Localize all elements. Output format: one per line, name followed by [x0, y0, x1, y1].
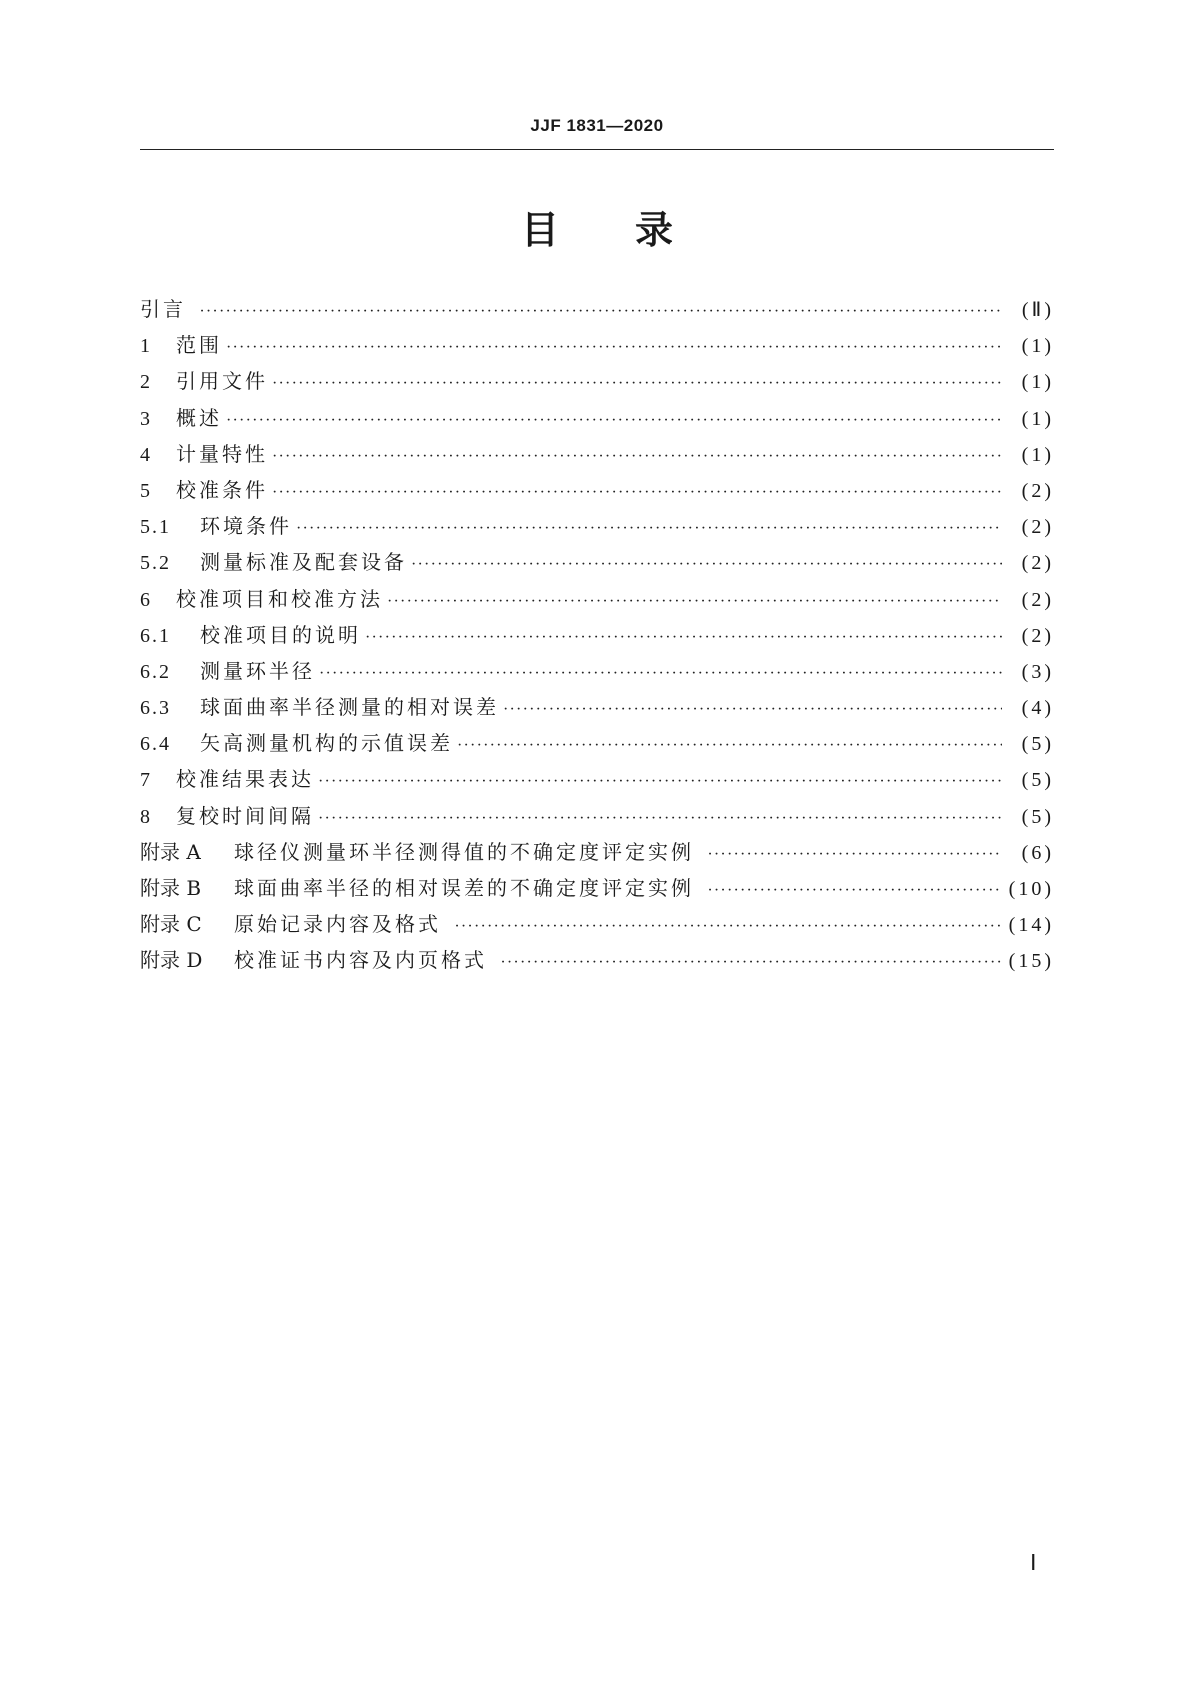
toc-label: [140, 761, 314, 798]
toc-num: 8: [140, 805, 152, 828]
toc-label: [140, 291, 195, 327]
toc-entry-8[interactable]: [140, 798, 1054, 834]
toc-page: (4): [1021, 697, 1054, 720]
toc-leader: [199, 294, 1002, 330]
toc-num: 5.1: [140, 516, 171, 539]
toc-leader: [457, 728, 1002, 764]
toc-page: (5): [1021, 805, 1054, 828]
toc-leader: [226, 403, 1002, 439]
toc-text: 校准证书内容及内页格式: [234, 948, 497, 973]
toc-page: (1): [1021, 371, 1054, 394]
toc-entry-6-2[interactable]: [140, 653, 1054, 689]
toc-leader: [707, 873, 1002, 909]
toc-text: 计量特性: [176, 441, 268, 466]
toc-entry-appendix-d[interactable]: [140, 942, 1054, 978]
toc-page: (15): [1008, 950, 1054, 973]
toc-num: 6.4: [140, 733, 171, 756]
toc-text: 球面曲率半径测量的相对误差: [200, 695, 499, 720]
toc-label: [140, 798, 314, 835]
toc-leader: [500, 945, 1002, 981]
toc-page: (1): [1021, 443, 1054, 466]
toc-text: 校准项目的说明: [200, 622, 361, 647]
toc-num: 6.3: [140, 697, 171, 720]
toc-leader: [226, 330, 1002, 366]
toc-label: [140, 508, 292, 545]
toc-leader: [296, 511, 1002, 547]
toc-entry-appendix-c[interactable]: [140, 906, 1054, 942]
toc-label: [140, 617, 361, 654]
toc-page: (2): [1021, 588, 1054, 611]
toc-page: (2): [1021, 516, 1054, 539]
toc-entry-7[interactable]: [140, 761, 1054, 797]
toc-label: [140, 400, 222, 437]
toc-page: (1): [1021, 335, 1054, 358]
toc-label: [140, 725, 453, 762]
toc-page: (2): [1021, 479, 1054, 502]
toc-entry-4[interactable]: [140, 436, 1054, 472]
toc-leader: [365, 620, 1002, 656]
toc-leader: [318, 801, 1002, 837]
toc-entry-5-2[interactable]: [140, 544, 1054, 580]
page-title: 目 录: [520, 208, 673, 252]
toc-entry-6[interactable]: [140, 581, 1054, 617]
toc-page: (1): [1021, 407, 1054, 430]
toc-page: (2): [1021, 552, 1054, 575]
toc-text: 概述: [176, 405, 222, 430]
toc-label: [140, 689, 499, 726]
toc-text: 校准条件: [176, 477, 268, 502]
toc-entry-introduction[interactable]: [140, 291, 1054, 327]
toc-entry-6-3[interactable]: [140, 689, 1054, 725]
toc-num: 3: [140, 407, 152, 430]
toc-page: (Ⅱ): [1021, 299, 1054, 321]
toc-entry-6-4[interactable]: [140, 725, 1054, 761]
toc-num: 1: [140, 335, 152, 358]
toc-page: (6): [1021, 841, 1054, 864]
toc-num: 6: [140, 588, 152, 611]
toc-text: 复校时间间隔: [176, 803, 314, 828]
toc-entry-5[interactable]: [140, 472, 1054, 508]
toc-leader: [707, 837, 1002, 873]
toc-text: 球面曲率半径的相对误差的不确定度评定实例: [234, 876, 704, 900]
toc-entry-3[interactable]: [140, 400, 1054, 436]
toc-text: 范围: [176, 333, 222, 358]
toc-num: 附录 B: [140, 876, 202, 900]
toc-entry-2[interactable]: [140, 363, 1054, 399]
toc-text: 引言: [140, 297, 196, 321]
toc-leader: [272, 439, 1002, 475]
header-rule: [140, 149, 1054, 150]
toc-text: 环境条件: [200, 514, 292, 539]
toc-num: 2: [140, 371, 152, 394]
toc-page: (2): [1021, 624, 1054, 647]
toc-num: 6.2: [140, 660, 171, 683]
toc-entry-appendix-a[interactable]: [140, 834, 1054, 870]
toc-label: [140, 472, 268, 509]
toc-label: [140, 327, 222, 364]
toc-entry-5-1[interactable]: [140, 508, 1054, 544]
toc-text: 校准项目和校准方法: [176, 586, 383, 611]
toc-page: (10): [1008, 878, 1054, 900]
toc-num: 附录 C: [140, 912, 202, 937]
toc-num: 5: [140, 479, 152, 502]
toc-num: 7: [140, 769, 152, 792]
toc-leader: [454, 909, 1002, 945]
standard-code-header: JJF 1831—2020: [530, 116, 664, 135]
toc-leader: [272, 366, 1002, 402]
toc-num: 附录 D: [140, 948, 203, 973]
toc-page: (3): [1021, 660, 1054, 683]
toc-label: [140, 653, 315, 690]
toc-leader: [387, 584, 1002, 620]
page-number: Ⅰ: [1030, 1550, 1037, 1575]
toc-text: 球径仪测量环半径测得值的不确定度评定实例: [234, 839, 704, 864]
toc-leader: [503, 692, 1002, 728]
toc-label: [140, 906, 450, 942]
toc-leader: [411, 547, 1002, 583]
toc-num: 附录 A: [140, 839, 201, 864]
toc-num: 6.1: [140, 624, 171, 647]
toc-text: 引用文件: [176, 369, 268, 394]
toc-label: [140, 834, 703, 870]
toc-label: [140, 581, 383, 618]
toc-entry-1[interactable]: [140, 327, 1054, 363]
toc-num: 4: [140, 443, 152, 466]
toc-page: (5): [1021, 733, 1054, 756]
toc-leader: [319, 656, 1002, 692]
toc-text: 测量标准及配套设备: [200, 550, 407, 575]
toc-leader: [272, 475, 1002, 511]
toc-label: [140, 544, 407, 581]
toc-label: [140, 870, 703, 906]
toc-text: 校准结果表达: [176, 767, 314, 792]
toc-label: [140, 363, 268, 400]
toc-num: 5.2: [140, 552, 171, 575]
toc-text: 原始记录内容及格式: [234, 912, 451, 937]
toc-text: 测量环半径: [200, 658, 315, 683]
toc-page: (5): [1021, 769, 1054, 792]
table-of-contents: [140, 291, 1054, 979]
toc-page: (14): [1008, 914, 1054, 937]
toc-entry-6-1[interactable]: [140, 617, 1054, 653]
toc-label: [140, 942, 496, 978]
toc-leader: [318, 764, 1002, 800]
toc-label: [140, 436, 268, 473]
toc-entry-appendix-b[interactable]: [140, 870, 1054, 906]
toc-text: 矢高测量机构的示值误差: [200, 731, 453, 756]
